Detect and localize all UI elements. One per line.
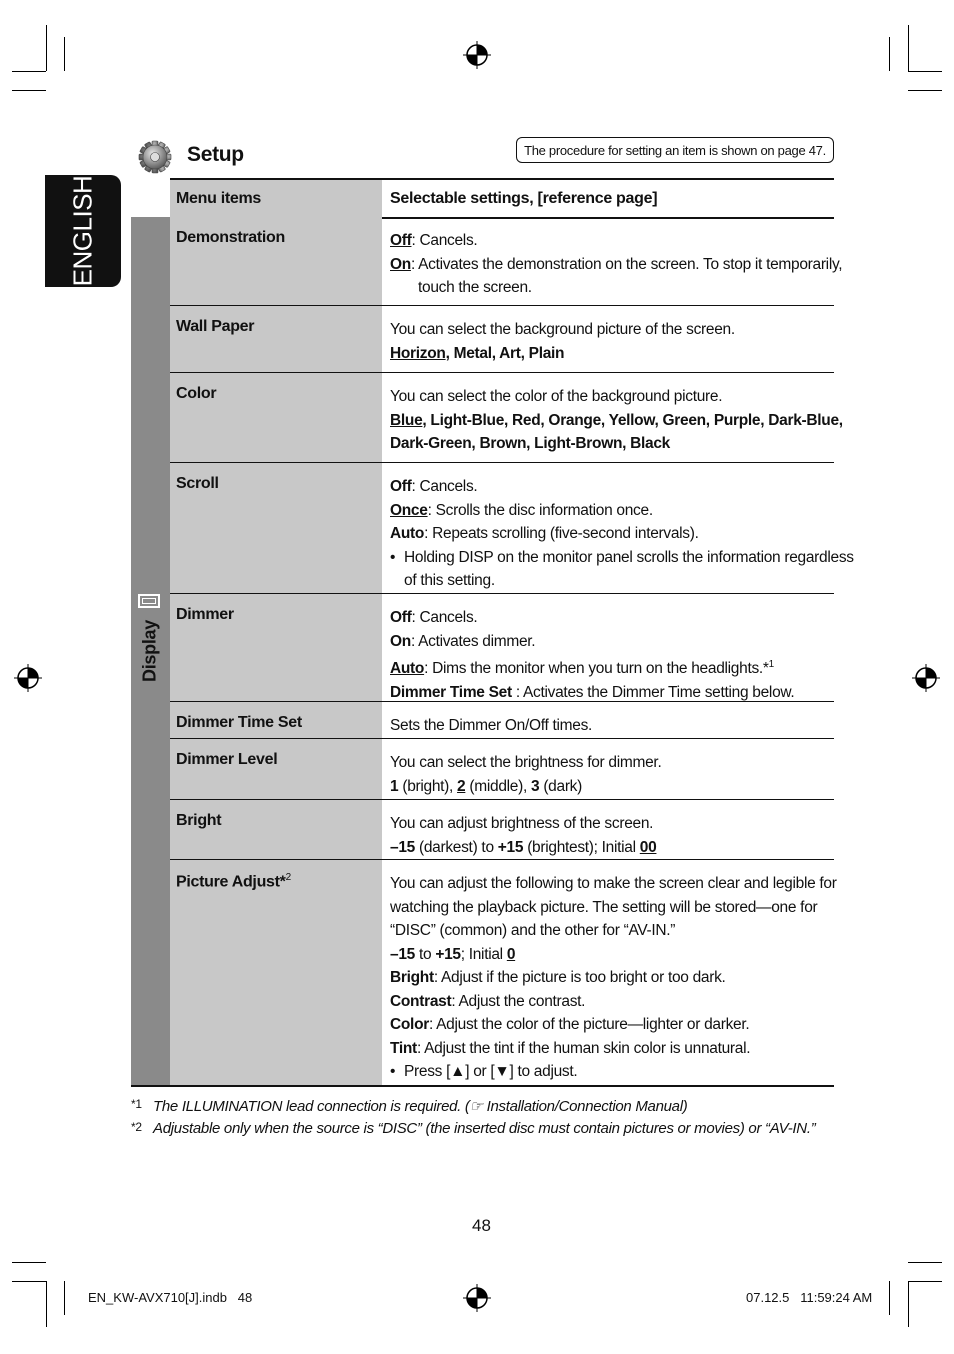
menu-item: Wall Paper xyxy=(170,306,382,372)
crop-mark xyxy=(64,37,65,71)
settings-cell: Off: Cancels. On: Activates dimmer. Auto: Dims the monitor when you turn on the headlights.*$^1$ Dimmer Time Set : Activates the Dimmer Time setting below. xyxy=(390,609,795,701)
crop-mark xyxy=(12,1262,46,1263)
table-row-scroll xyxy=(170,463,854,594)
table-row-wall-paper xyxy=(170,306,834,373)
category-label: Display xyxy=(139,620,160,682)
registration-mark-icon xyxy=(14,664,42,692)
settings-cell: Sets the Dimmer On/Off times. xyxy=(390,717,593,734)
menu-item: Dimmer Level xyxy=(170,739,382,799)
settings-cell: You can select the color of the background picture. Blue, Light-Blue, Red, Orange, Yellow, Green, Purple, Dark-Blue, Dark-Green, Brown, Light-Brown, Black xyxy=(390,388,843,452)
table-row-color xyxy=(170,373,843,463)
table-row-demonstration xyxy=(170,217,843,306)
crop-mark xyxy=(889,1281,890,1315)
crop-mark xyxy=(908,1262,942,1263)
footer-timestamp: 07.12.5 11:59:24 AM xyxy=(746,1290,873,1305)
settings-cell: You can select the background picture of the screen. Horizon, Metal, Art, Plain xyxy=(390,321,735,362)
language-tab xyxy=(45,175,121,287)
menu-item: Dimmer xyxy=(170,594,382,701)
crop-mark xyxy=(889,37,890,71)
footnote-1: *1 The ILLUMINATION lead connection is required. (☞ Installation/Connection Manual) xyxy=(131,1097,688,1115)
crop-mark xyxy=(908,25,909,71)
crop-mark xyxy=(908,1281,909,1327)
menu-item: Picture Adjust*$^2$ xyxy=(170,860,382,1085)
crop-mark xyxy=(12,90,46,91)
table-row-dimmer-time-set xyxy=(170,702,834,739)
table-row-bright xyxy=(170,800,834,860)
table-bottom-rule xyxy=(131,1085,834,1087)
section-title: Setup xyxy=(187,143,244,166)
menu-item: Demonstration xyxy=(170,217,382,305)
settings-cell: You can select the brightness for dimmer. 1 (bright), 2 (middle), 3 (dark) xyxy=(390,754,662,795)
crop-mark xyxy=(46,25,47,71)
table-header xyxy=(170,178,834,219)
gear-icon xyxy=(138,140,172,174)
display-category-bar xyxy=(131,217,170,1086)
table-row-picture-adjust xyxy=(170,860,837,1085)
crop-mark xyxy=(908,71,942,72)
crop-mark xyxy=(908,1281,942,1282)
menu-item: Bright xyxy=(170,800,382,859)
settings-cell: Off: Cancels. Once: Scrolls the disc information once. Auto: Repeats scrolling (five-second intervals). • Holding DISP on the monitor panel scrolls the information regardless of this setting. xyxy=(382,463,834,593)
table-row-dimmer-level xyxy=(170,739,834,800)
settings-cell: Off: Cancels. On: Activates the demonstration on the screen. To stop it temporarily, touch the screen. xyxy=(390,232,843,296)
reference-note-text: The procedure for setting an item is shown on page 47. xyxy=(524,142,826,158)
page-number: 48 xyxy=(472,1216,491,1235)
reference-note xyxy=(516,137,834,163)
up-arrow-icon: ▲ xyxy=(450,1063,466,1080)
menu-item: Scroll xyxy=(170,463,382,593)
footnote-2: *2 Adjustable only when the source is “DISC” (the inserted disc must contain pictures or movies) or “AV-IN.” xyxy=(131,1120,816,1137)
down-arrow-icon: ▼ xyxy=(494,1063,510,1080)
display-icon xyxy=(138,594,160,608)
table-row-dimmer xyxy=(170,594,834,702)
settings-cell: You can adjust the following to make the screen clear and legible for watching the playback picture. The setting will be stored—one for “DISC” (common) and the other for “AV-IN.” –15 to +15; Initial 0 Bright: Adjust if the picture is too bright or too dark. Contrast: Adjust the contrast. Color: Adjust the color of the picture—lighter or darker. Tint: Adjust the tint if the human skin color is unnatural. • Press [▲] or [▼] to adjust. xyxy=(382,860,834,1085)
registration-mark-icon xyxy=(463,1284,491,1312)
registration-mark-icon xyxy=(912,664,940,692)
menu-item: Dimmer Time Set xyxy=(170,702,382,738)
settings-cell: You can adjust brightness of the screen. –15 (darkest) to +15 (brightest); Initial 00 xyxy=(390,815,657,856)
crop-mark xyxy=(46,1281,47,1327)
language-tab-label: ENGLISH xyxy=(67,175,98,287)
menu-item: Color xyxy=(170,373,382,462)
footer-file-info: EN_KW-AVX710[J].indb 48 xyxy=(88,1290,253,1305)
crop-mark xyxy=(12,1281,46,1282)
crop-mark xyxy=(64,1281,65,1315)
header-menu-items: Menu items xyxy=(170,180,382,217)
header-selectable-settings: Selectable settings, [reference page] xyxy=(390,190,658,207)
crop-mark xyxy=(12,71,46,72)
registration-mark-icon xyxy=(463,41,491,69)
crop-mark xyxy=(908,90,942,91)
